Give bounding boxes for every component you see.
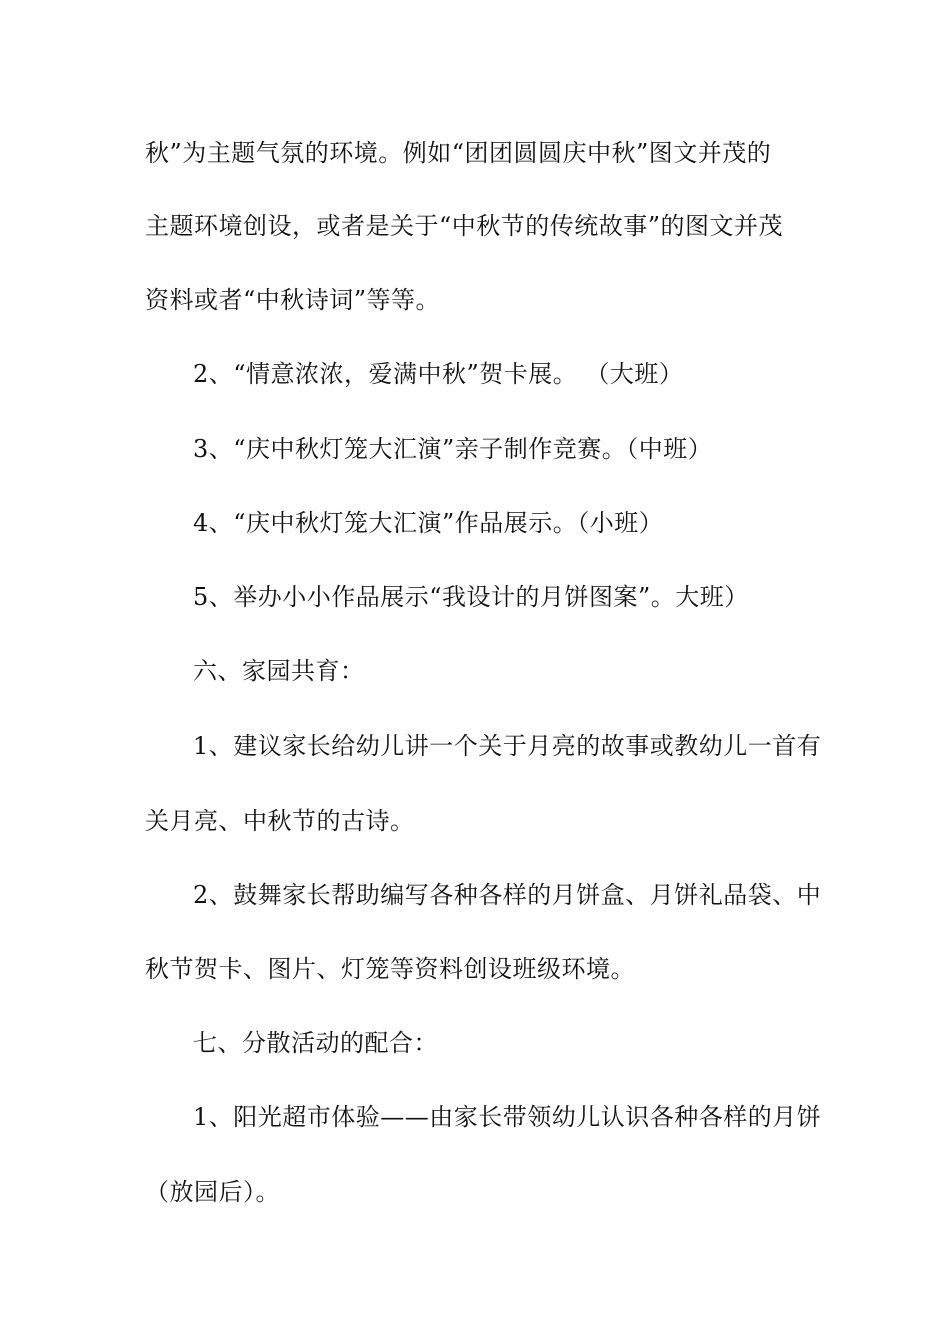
list-item: 3、“庆中秋灯笼大汇演”亲子制作竞赛。（中班） [193, 435, 713, 463]
paragraph-line: （放园后）。 [145, 1178, 280, 1206]
paragraph-line: 秋”为主题气氛的环境。例如“团团圆圆庆中秋”图文并茂的 [145, 139, 772, 167]
list-item: 5、举办小小作品展示“我设计的月饼图案”。大班） [193, 583, 749, 611]
paragraph-line: 秋节贺卡、图片、灯笼等资料创设班级环境。 [145, 955, 635, 983]
section-heading: 六、家园共育： [193, 657, 365, 685]
paragraph-line: 关月亮、中秋节的古诗。 [145, 807, 415, 835]
list-item: 2、“情意浓浓，爱满中秋”贺卡展。 （大班） [193, 360, 684, 388]
list-item: 1、建议家长给幼儿讲一个关于月亮的故事或教幼儿一首有 [193, 732, 822, 760]
list-item: 4、“庆中秋灯笼大汇演”作品展示。（小班） [193, 509, 664, 537]
list-item: 2、鼓舞家长帮助编写各种各样的月饼盒、月饼礼品袋、中 [193, 881, 822, 909]
paragraph-line: 主题环境创设，或者是关于“中秋节的传统故事”的图文并茂 [145, 212, 784, 240]
list-item: 1、阳光超市体验——由家长带领幼儿认识各种各样的月饼 [193, 1103, 822, 1131]
section-heading: 七、分散活动的配合： [193, 1029, 438, 1057]
paragraph-line: 资料或者“中秋诗词”等等。 [145, 286, 441, 314]
